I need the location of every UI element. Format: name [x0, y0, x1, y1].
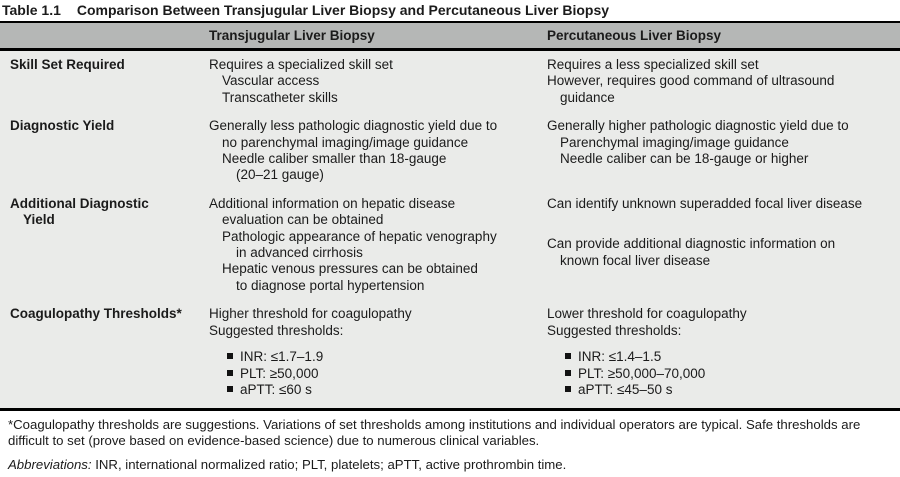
table-body: [0, 51, 900, 411]
cell-line: Requires a less specialized skill set: [547, 57, 759, 72]
cell-line: Yield: [23, 212, 55, 228]
transjugular-cell: [209, 57, 547, 106]
bullet-square-icon: [565, 353, 571, 359]
cell-line: Generally less pathologic diagnostic yield due to: [209, 118, 498, 134]
cell-line: Higher threshold for coagulopathy: [209, 306, 412, 322]
cell-line: Needle caliber smaller than 18-gauge: [222, 151, 447, 167]
table-row: [0, 301, 900, 405]
cell-line: Can identify unknown superadded focal liver disease: [547, 195, 863, 211]
cell-line: to diagnose portal hypertension: [236, 277, 425, 293]
transjugular-cell: [209, 196, 547, 294]
row-label-cell: [0, 196, 209, 294]
row-label-cell: [0, 57, 209, 106]
cell-line: Pathologic appearance of hepatic venography: [222, 228, 497, 244]
bullet-square-icon: [565, 370, 571, 376]
cell-line: guidance: [560, 89, 615, 105]
cell-line: Needle caliber can be 18-gauge or higher: [560, 151, 809, 167]
percutaneous-cell: [547, 118, 900, 184]
cell-line: Can provide additional diagnostic information on: [547, 236, 836, 252]
table-row: [0, 52, 900, 113]
table-number: Table 1.1: [2, 2, 61, 18]
abbreviations-label: Abbreviations:: [8, 457, 92, 473]
cell-line: Requires a specialized skill set: [209, 57, 393, 72]
footnote-abbreviations: [8, 457, 892, 473]
cell-line: no parenchymal imaging/image guidance: [222, 134, 469, 150]
cell-line: Transcatheter skills: [222, 89, 338, 105]
cell-line: (20–21 gauge): [236, 167, 324, 183]
bullet-square-icon: [227, 386, 233, 392]
cell-line: known focal liver disease: [560, 252, 711, 268]
transjugular-cell: [209, 306, 547, 398]
transjugular-cell: [209, 118, 547, 184]
cell-line: Hepatic venous pressures can be obtained: [222, 261, 478, 277]
row-label-cell: [0, 118, 209, 184]
cell-line: Coagulopathy Thresholds*: [10, 306, 182, 322]
table-row: [0, 191, 900, 301]
percutaneous-cell: [547, 306, 900, 398]
bullet-line: INR: ≤1.4–1.5: [547, 349, 894, 365]
bullet-line: aPTT: ≤60 s: [209, 382, 537, 398]
column-header-percutaneous: Percutaneous Liver Biopsy: [547, 28, 722, 43]
cell-line: Parenchymal imaging/image guidance: [560, 134, 789, 150]
column-header-transjugular: Transjugular Liver Biopsy: [209, 28, 375, 43]
cell-line: Additional Diagnostic: [10, 195, 149, 211]
cell-line: Skill Set Required: [10, 57, 125, 72]
abbreviations-text: INR, international normalized ratio; PLT, platelets; aPTT, active prothrombin time.: [91, 457, 567, 473]
cell-line: Diagnostic Yield: [10, 118, 115, 134]
cell-line: However, requires good command of ultrasound: [547, 73, 835, 89]
bullet-line: PLT: ≥50,000–70,000: [547, 366, 894, 382]
footnotes: [0, 411, 900, 474]
bullet-line: PLT: ≥50,000: [209, 366, 537, 382]
row-label-cell: [0, 306, 209, 398]
bullet-line: INR: ≤1.7–1.9: [209, 349, 537, 365]
bullet-line: aPTT: ≤45–50 s: [547, 382, 894, 398]
table-row: [0, 113, 900, 191]
table-header-row: [0, 23, 900, 51]
cell-line: Suggested thresholds:: [209, 322, 344, 338]
footnote-asterisk: *Coagulopathy thresholds are suggestions. Variations of set thresholds among institutions and individual operators are typical. Safe thresholds are difficult to set (prove based on evidence-based science) due to numerous clinical variables.: [8, 417, 861, 449]
cell-line: Additional information on hepatic disease: [209, 195, 456, 211]
cell-line: Vascular access: [222, 73, 320, 89]
table-title: [0, 0, 900, 21]
cell-line: in advanced cirrhosis: [236, 245, 363, 261]
bullet-square-icon: [227, 353, 233, 359]
cell-line: Generally higher pathologic diagnostic yield due to: [547, 118, 849, 134]
percutaneous-cell: [547, 196, 900, 294]
cell-line: evaluation can be obtained: [222, 212, 384, 228]
percutaneous-cell: [547, 57, 900, 106]
cell-line: Lower threshold for coagulopathy: [547, 306, 747, 322]
table-caption: Comparison Between Transjugular Liver Biopsy and Percutaneous Liver Biopsy: [76, 2, 610, 18]
cell-line: Suggested thresholds:: [547, 322, 682, 338]
bullet-square-icon: [227, 370, 233, 376]
bullet-square-icon: [565, 386, 571, 392]
